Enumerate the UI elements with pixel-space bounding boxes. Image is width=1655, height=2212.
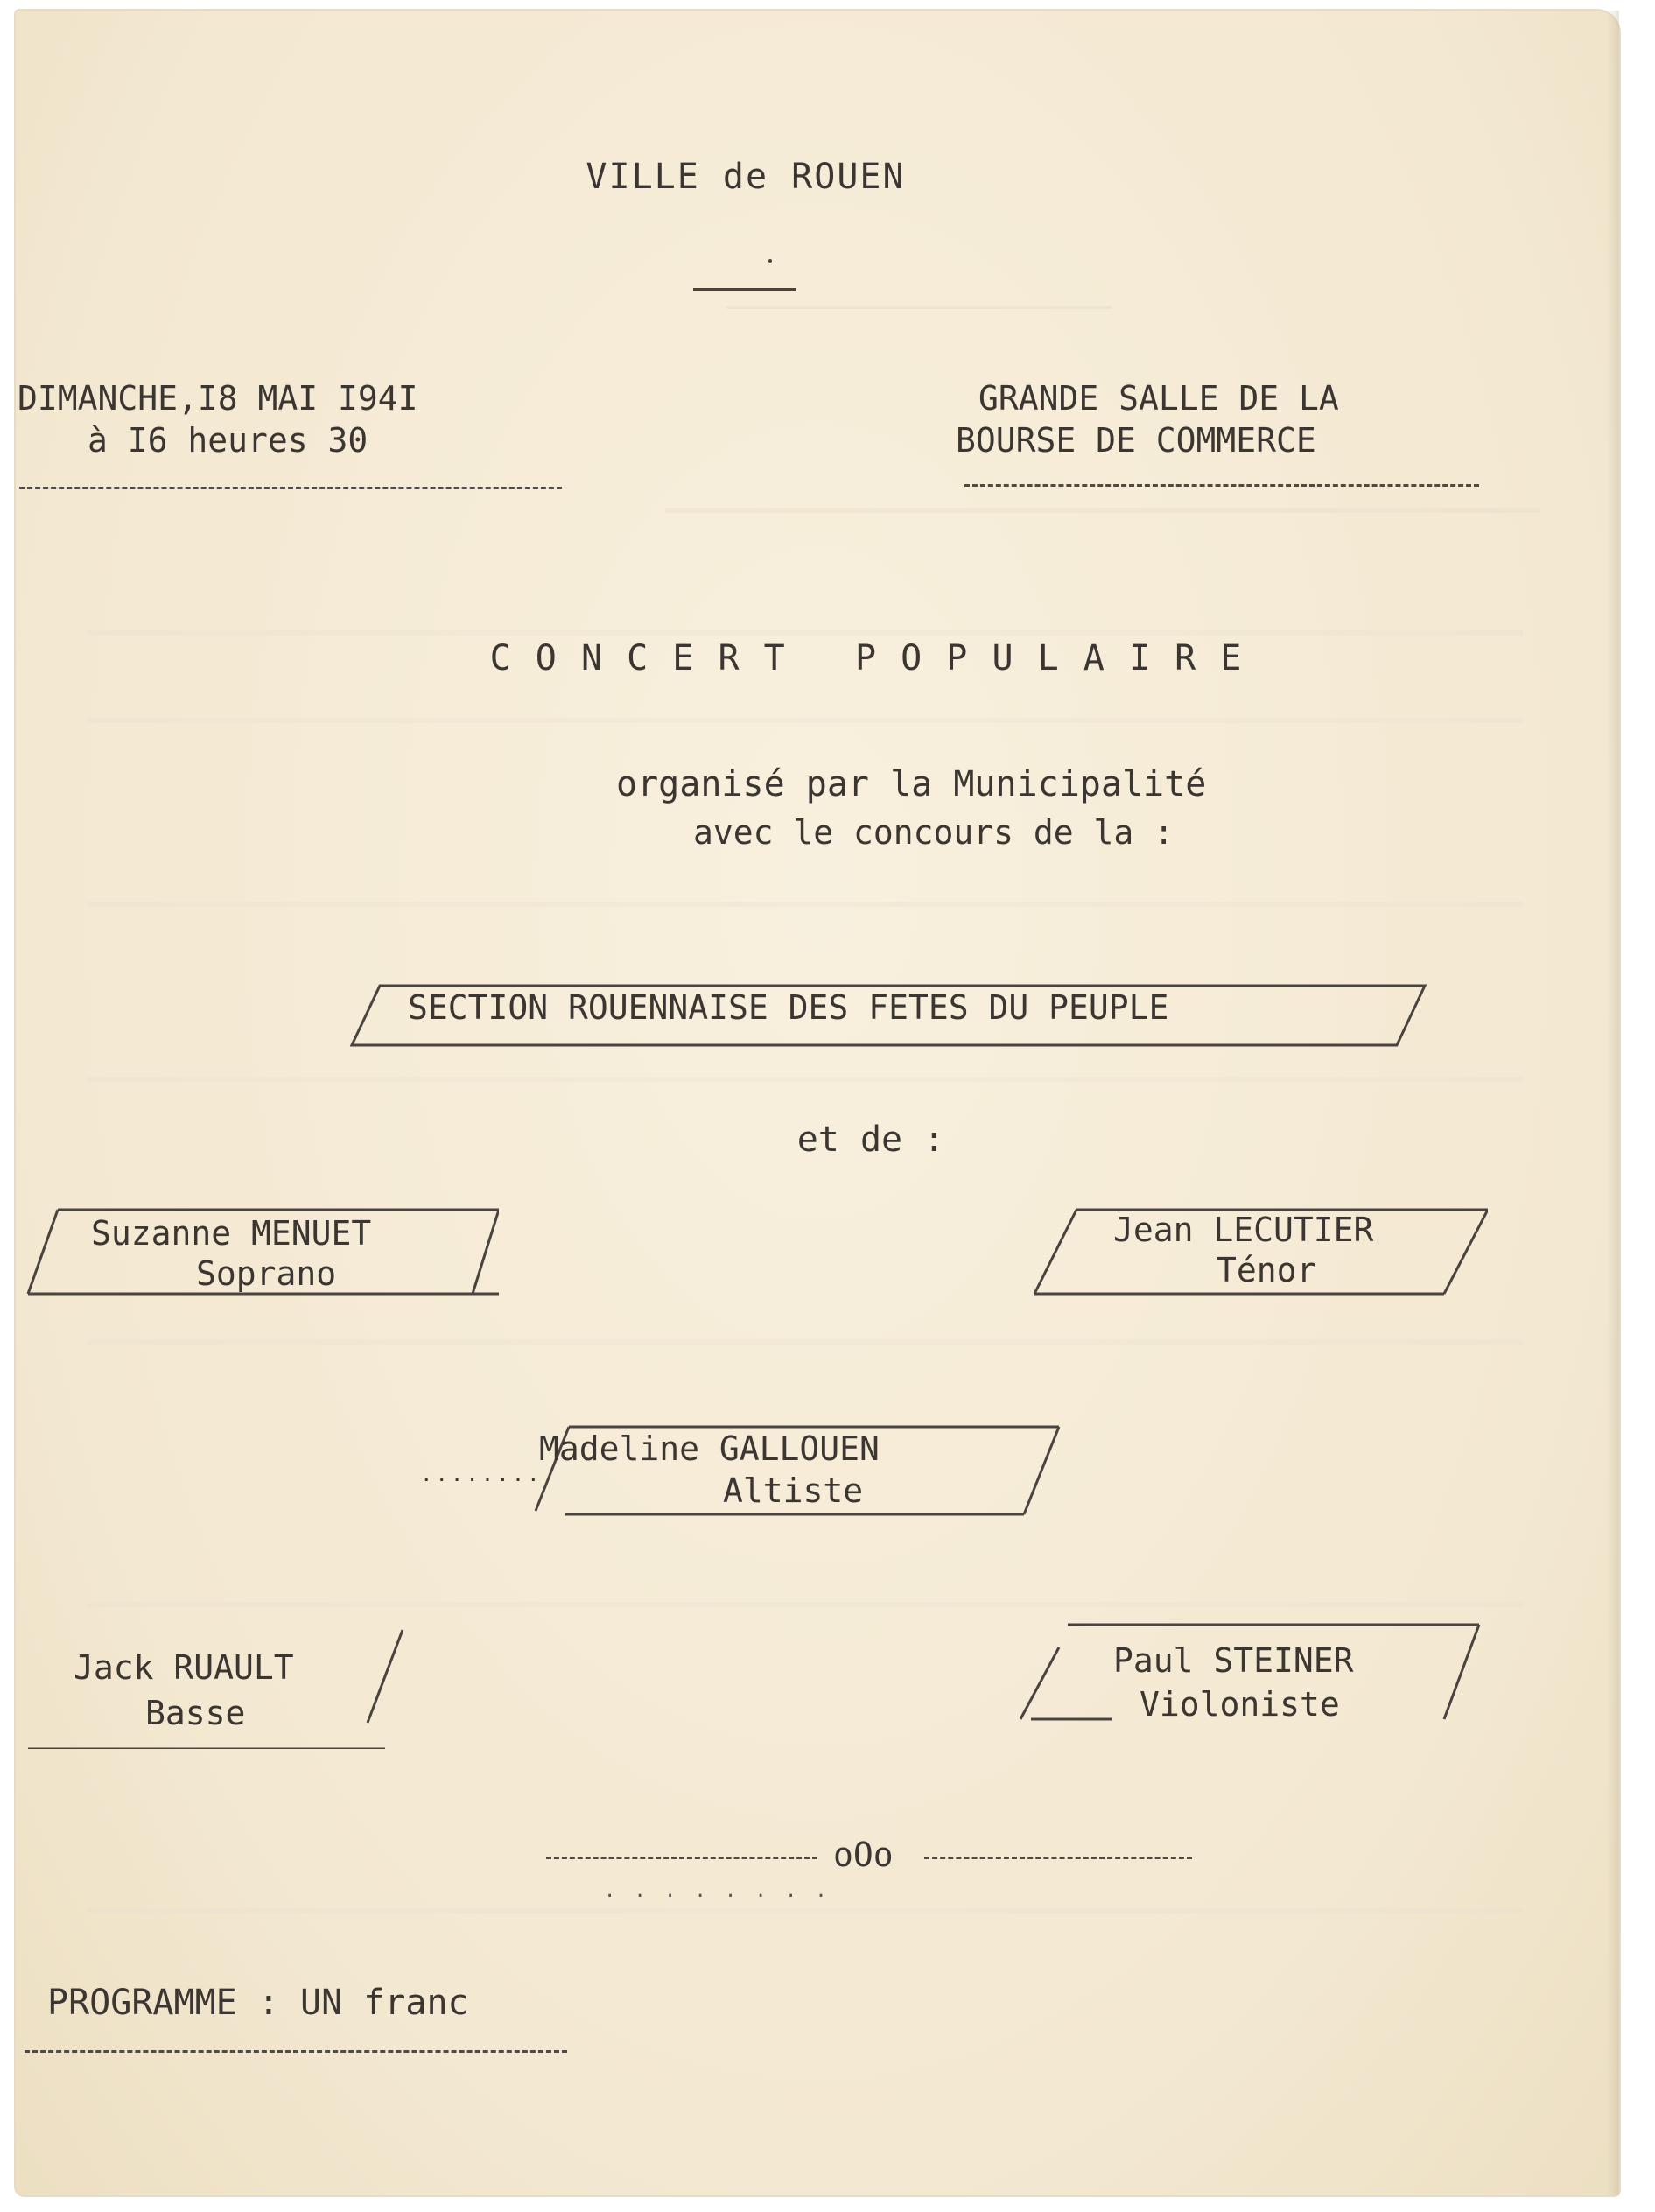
performer-role-tenor: Ténor <box>1217 1251 1317 1289</box>
section-name: SECTION ROUENNAISE DES FETES DU PEUPLE <box>408 988 1169 1027</box>
ink-dots: . . . . . . . . <box>604 1880 831 1902</box>
title-underline <box>693 288 796 291</box>
date-underline <box>19 487 562 489</box>
venue-underline <box>964 484 1479 487</box>
page-edge-shadow <box>1607 11 1619 2195</box>
performer-role-violoniste: Violoniste <box>1140 1685 1340 1724</box>
performer-role-soprano: Soprano <box>196 1254 337 1293</box>
venue-line-1: GRANDE SALLE DE LA <box>978 379 1339 418</box>
organizer-line-1: organisé par la Municipalité <box>616 764 1207 804</box>
separator-ooo: oOo <box>833 1836 894 1874</box>
venue-line-2: BOURSE DE COMMERCE <box>956 421 1316 460</box>
ink-speck <box>768 259 772 263</box>
price-underline <box>25 2050 567 2053</box>
event-date: DIMANCHE,I8 MAI I94I <box>18 379 418 418</box>
and-of-label: et de : <box>796 1120 945 1160</box>
city-heading: VILLE de ROUEN <box>586 157 906 197</box>
performer-role-altiste: Altiste <box>723 1471 864 1510</box>
document-page <box>16 11 1619 2195</box>
event-time: à I6 heures 30 <box>88 421 368 460</box>
separator-left-rule <box>546 1857 817 1859</box>
performer-name-violoniste: Paul STEINER <box>1113 1641 1354 1680</box>
performer-name-soprano: Suzanne MENUET <box>91 1214 372 1253</box>
performer-name-altiste: Madeline GALLOUEN <box>539 1429 880 1468</box>
program-price: PROGRAMME : UN franc <box>47 1983 469 2023</box>
performer-role-basse: Basse <box>145 1694 246 1732</box>
concert-title: C O N C E R T P O P U L A I R E <box>489 638 1244 678</box>
performer-name-basse: Jack RUAULT <box>74 1648 294 1687</box>
organizer-line-2: avec le concours de la : <box>693 813 1175 852</box>
ink-dots: ........ <box>420 1462 543 1486</box>
performer-name-tenor: Jean LECUTIER <box>1113 1211 1374 1249</box>
separator-right-rule <box>924 1857 1192 1859</box>
